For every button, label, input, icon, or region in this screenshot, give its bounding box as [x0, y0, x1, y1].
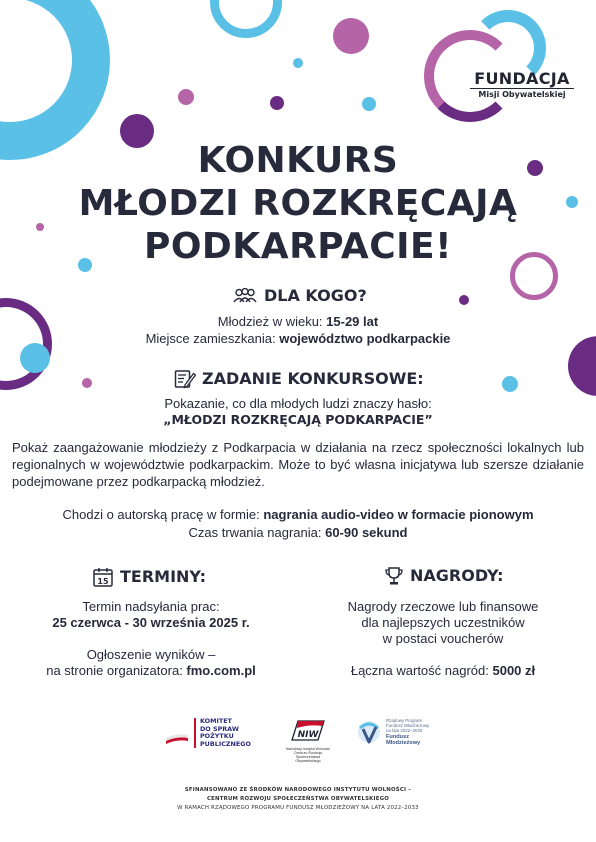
kdspp-line-4: PUBLICZNEGO	[200, 739, 251, 748]
format-line	[0, 507, 596, 523]
prizes-column	[298, 599, 588, 679]
kdspp-text	[194, 718, 251, 748]
foundation-logo-subtitle: Misji Obywatelskiej	[470, 88, 574, 99]
results-site-link[interactable]: fmo.com.pl	[186, 663, 256, 678]
age-value: 15-29 lat	[326, 314, 379, 329]
decor-ring-blue-top	[210, 0, 282, 38]
title-line-3: PODKARPACIE!	[143, 226, 453, 267]
edit-document-icon	[174, 369, 196, 389]
polish-flag-icon	[166, 732, 188, 746]
prizes-heading	[384, 566, 504, 586]
foundation-logo-name: FUNDACJA	[474, 69, 570, 88]
footer-line-3: W RAMACH RZĄDOWEGO PROGRAMU FUNDUSZ MŁODZIEŻOWY NA LATA 2022–2033	[177, 805, 419, 811]
prizes-total-value: 5000 zł	[492, 663, 536, 678]
deadlines-column	[6, 599, 296, 679]
prizes-line-1: Nagrody rzeczowe lub finansowe	[347, 599, 539, 614]
people-icon	[232, 288, 258, 304]
fm-small-1: Rządowy Program	[386, 718, 423, 723]
fm-name-1: Fundusz	[386, 733, 409, 740]
prizes-heading-text: NAGRODY:	[410, 566, 504, 585]
deadlines-heading	[92, 566, 206, 588]
residence-line	[0, 331, 596, 347]
task-heading	[174, 369, 424, 389]
calendar-icon-number: 15	[97, 577, 109, 586]
fundusz-mlodziezowy-logo	[356, 718, 429, 746]
residence-label: Miejsce zamieszkania:	[145, 331, 280, 346]
for-whom-heading-text: DLA KOGO?	[264, 286, 367, 305]
residence-value: województwo podkarpackie	[279, 331, 451, 346]
niw-text: NIW	[297, 730, 319, 740]
niw-small-2: Centrum Rozwoju Społeczeństwa Obywatelskiego	[293, 751, 323, 763]
results-label: Ogłoszenie wyników –	[86, 647, 216, 662]
results-prefix: na stronie organizatora:	[46, 663, 187, 678]
kdspp-line-3: POŻYTKU	[200, 732, 234, 741]
kdspp-line-2: DO SPRAW	[200, 724, 239, 733]
prizes-line-3: w postaci voucherów	[382, 631, 504, 646]
deadlines-heading-text: TERMINY:	[120, 567, 207, 586]
fundusz-mlodziezowy-mark-icon	[356, 718, 382, 746]
decor-dot-pink-left-small	[82, 378, 92, 388]
foundation-logo	[466, 70, 578, 99]
decor-dot-blue-small	[293, 58, 303, 68]
task-description: Pokaż zaangażowanie młodzieży z Podkarpacia w działania na rzecz społeczności lokalnych lub regionalnych w województwie podkarpackim. Może to być własna inicjatywa lub szersze działanie podejmowane przez podkarpacką młodzież.	[12, 440, 584, 489]
kdspp-line-1: KOMITET	[200, 717, 232, 725]
format-value: nagrania audio-video w formacie pionowym	[263, 507, 534, 522]
decor-dot-purple-mid	[459, 295, 469, 305]
decor-dot-blue-left-big	[20, 343, 50, 373]
fm-small-2: Fundusz Młodzieżowy	[386, 723, 430, 729]
calendar-icon	[92, 566, 114, 588]
task-intro: Pokazanie, co dla młodych ludzi znaczy hasło:	[164, 396, 432, 411]
decor-dot-pink	[178, 89, 194, 105]
fundusz-mlodziezowy-text	[386, 718, 429, 746]
niw-small-1: Narodowy Instytut Wolności	[285, 747, 331, 751]
decor-dot-purple-small	[270, 96, 284, 110]
for-whom-heading	[232, 286, 367, 306]
task-slogan: „MŁODZI ROZKRĘCAJĄ PODKARPACIE”	[163, 412, 433, 427]
duration-value: 60-90 sekund	[325, 525, 408, 540]
trophy-icon	[384, 566, 404, 586]
title-line-1: KONKURS	[197, 140, 399, 181]
niw-logo	[283, 718, 333, 763]
title-line-2: MŁODZI ROZKRĘCAJĄ	[78, 183, 518, 224]
duration-label: Czas trwania nagrania:	[188, 525, 326, 540]
submission-value: 25 czerwca - 30 września 2025 r.	[52, 615, 250, 630]
format-label: Chodzi o autorską pracę w formie:	[62, 507, 264, 522]
duration-line	[0, 525, 596, 541]
decor-dot-blue	[362, 97, 376, 111]
prizes-total-line	[298, 663, 588, 679]
decor-dot-blue-right-mid	[502, 376, 518, 392]
partner-logos	[0, 717, 596, 763]
kdspp-logo	[166, 718, 251, 748]
decor-dot-pink-large	[333, 18, 369, 54]
task-heading-text: ZADANIE KONKURSOWE:	[202, 369, 424, 388]
prizes-total-label: Łączna wartość nagród:	[350, 663, 493, 678]
footer-line-1: SFINANSOWANO ZE ŚRODKÓW NARODOWEGO INSTYTUTU WOLNOŚCI –	[184, 787, 412, 793]
age-label: Młodzież w wieku:	[217, 314, 327, 329]
niw-mark-icon	[290, 718, 326, 742]
age-line	[0, 314, 596, 330]
decor-circle-blue-large	[0, 0, 110, 160]
footer-line-2: CENTRUM ROZWOJU SPOŁECZEŃSTWA OBYWATELSKIEGO	[206, 796, 390, 802]
submission-label: Termin nadsyłania prac:	[82, 599, 220, 614]
results-line	[6, 663, 296, 679]
prizes-line-2: dla najlepszych uczestników	[361, 615, 525, 630]
fm-name-2: Młodzieżowy	[386, 739, 421, 746]
fm-small-3: na lata 2022–2033	[386, 728, 423, 734]
